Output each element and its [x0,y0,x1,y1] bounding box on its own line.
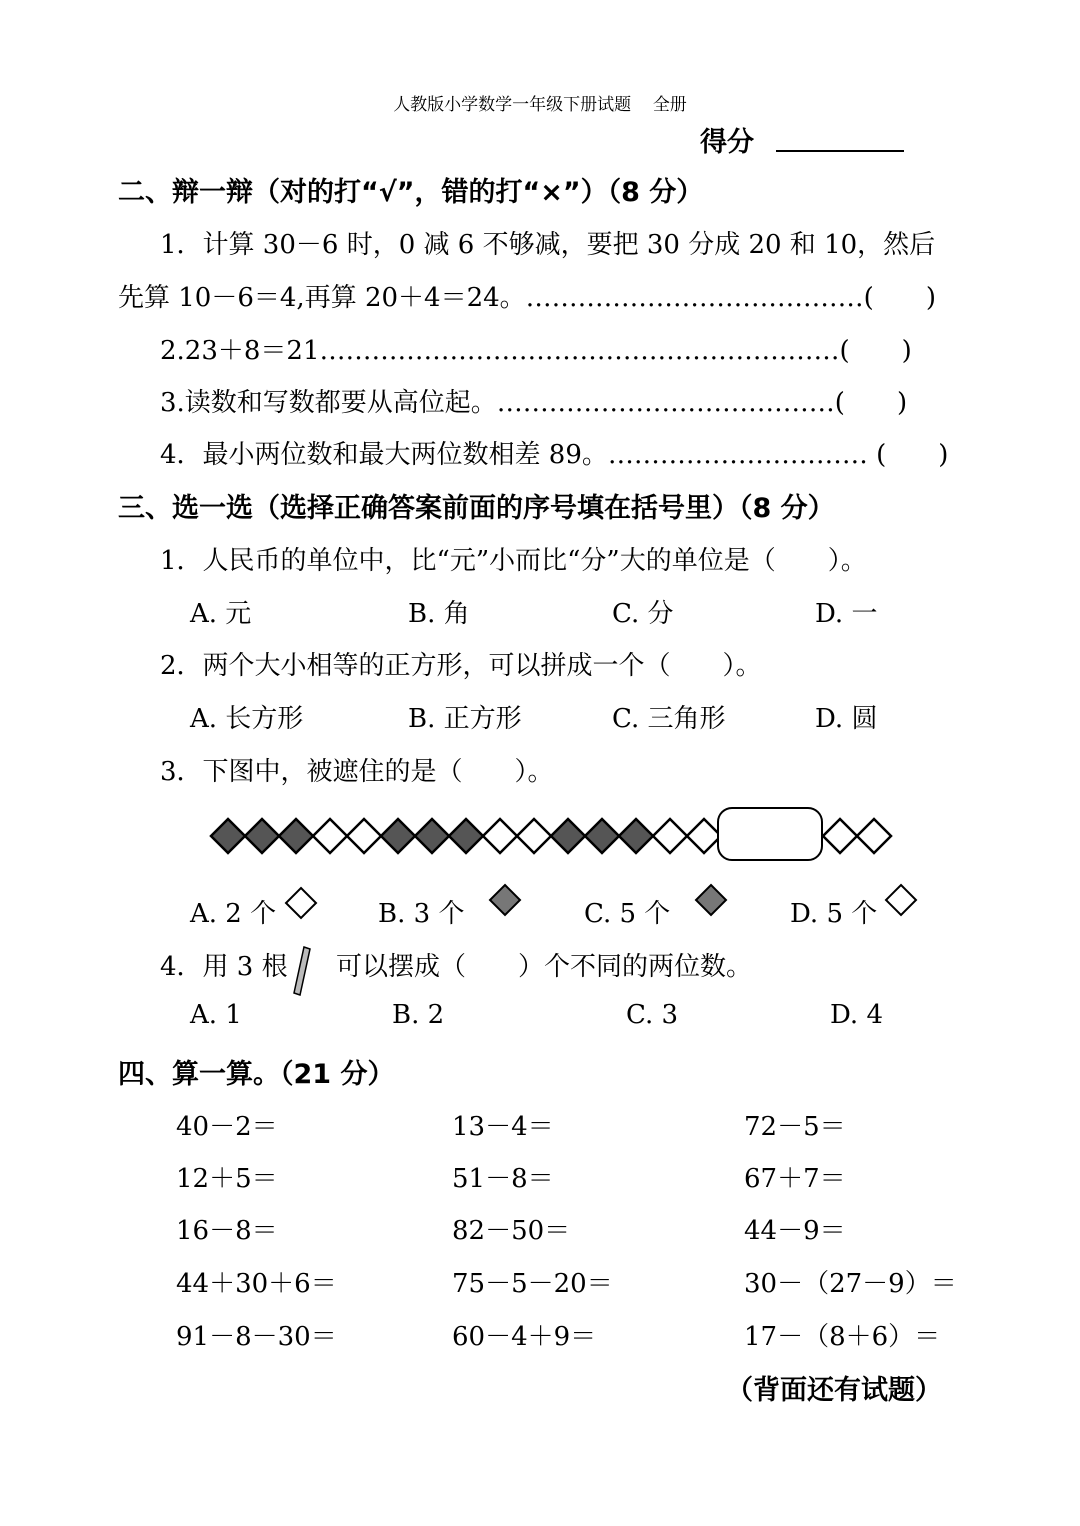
calc-r4-c3: 30－（27－9）＝ [744,1269,957,1299]
s3-q3-opt-b[interactable]: B. 3 个 [378,899,465,929]
calc-r1-c3: 72－5＝ [744,1112,846,1142]
opt-b-diamond-icon [487,882,523,918]
calc-r3-c2: 82－50＝ [452,1216,571,1246]
s3-q1-opt-b[interactable]: B. 角 [408,599,470,629]
s3-q4-opt-b[interactable]: B. 2 [392,1000,445,1030]
s3-q3-opt-c[interactable]: C. 5 个 [584,899,671,929]
calc-r2-c3: 67＋7＝ [744,1164,846,1194]
diamond-1 [211,819,245,853]
diamond-3 [279,819,313,853]
s2-q4: 4．最小两位数和最大两位数相差 89。………………………… ( ) [160,440,949,470]
section4-title: 四、算一算。（21 分） [118,1059,395,1090]
s3-q2: 2．两个大小相等的正方形，可以拼成一个（ ）。 [160,651,762,681]
s3-q4-part1: 4．用 3 根 [160,952,288,982]
header-subtitle: 全册 [652,95,687,115]
s3-q4-opt-a[interactable]: A. 1 [190,1000,242,1030]
opt-c-diamond-icon [693,882,729,918]
s3-q2-opt-c[interactable]: C. 三角形 [612,704,726,734]
s3-q4-opt-c[interactable]: C. 3 [626,1000,679,1030]
cover-box [718,808,822,860]
calc-r5-c1: 91－8－30＝ [176,1322,337,1352]
calc-r1-c1: 40－2＝ [176,1112,278,1142]
diamond-5 [347,819,381,853]
section2-title: 二、辩一辩（对的打“√”，错的打“×”）（8 分） [118,177,704,208]
s3-q3-opt-d[interactable]: D. 5 个 [790,899,878,929]
s3-q4-part2: 可以摆成（ ）个不同的两位数。 [336,952,753,982]
diamond-2 [245,819,279,853]
diamond-after-1 [823,819,857,853]
diamond-8 [449,819,483,853]
diamond-12 [585,819,619,853]
s2-q2: 2.23＋8＝21……………………………………………………( ) [160,336,912,366]
calc-r2-c2: 51－8＝ [452,1164,554,1194]
stick-icon [290,945,314,997]
page-header [0,90,1080,115]
s3-q4-opt-d[interactable]: D. 4 [830,1000,883,1030]
diamond-7 [415,819,449,853]
section3-title: 三、选一选（选择正确答案前面的序号填在括号里）（8 分） [118,493,835,524]
diamond-13 [619,819,653,853]
diamond-11 [551,819,585,853]
s3-q3-opt-a[interactable]: A. 2 个 [190,899,277,929]
opt-d-diamond-icon [883,882,919,918]
diamond-after-2 [857,819,891,853]
header-title: 人教版小学数学一年级下册试题 [393,95,632,115]
score-blank[interactable] [776,150,904,152]
calc-r3-c3: 44－9＝ [744,1216,846,1246]
calc-r1-c2: 13－4＝ [452,1112,554,1142]
s3-q3: 3．下图中，被遮住的是（ ）。 [160,757,554,787]
diamond-pattern-figure [200,800,900,870]
diamond-6 [381,819,415,853]
s3-q1-opt-a[interactable]: A. 元 [190,599,252,629]
calc-r5-c3: 17－（8＋6）＝ [744,1322,941,1352]
s3-q1-opt-d[interactable]: D. 一 [815,599,878,629]
calc-r3-c1: 16－8＝ [176,1216,278,1246]
calc-r4-c1: 44＋30＋6＝ [176,1269,337,1299]
diamond-4 [313,819,347,853]
opt-a-diamond-icon [283,885,319,921]
diamond-10 [517,819,551,853]
diamond-15 [687,819,721,853]
s3-q1: 1．人民币的单位中，比“元”小而比“分”大的单位是（ ）。 [160,546,867,576]
s2-q1-line2: 先算 10－6＝4,再算 20＋4＝24。…………………………………( ) [118,283,936,313]
calc-r2-c1: 12＋5＝ [176,1164,278,1194]
s3-q2-opt-d[interactable]: D. 圆 [815,704,878,734]
diamond-14 [653,819,687,853]
calc-r4-c2: 75－5－20＝ [452,1269,613,1299]
s3-q2-opt-a[interactable]: A. 长方形 [190,704,304,734]
score-label: 得分 [700,127,754,158]
s2-q3: 3.读数和写数都要从高位起。…………………………………( ) [160,388,908,418]
calc-r5-c2: 60－4＋9＝ [452,1322,597,1352]
s3-q2-opt-b[interactable]: B. 正方形 [408,704,522,734]
s2-q1-line1: 1．计算 30－6 时，0 减 6 不够减，要把 30 分成 20 和 10，然后 [160,230,936,260]
diamond-9 [483,819,517,853]
s3-q1-opt-c[interactable]: C. 分 [612,599,674,629]
footer-note: （背面还有试题） [726,1375,942,1406]
